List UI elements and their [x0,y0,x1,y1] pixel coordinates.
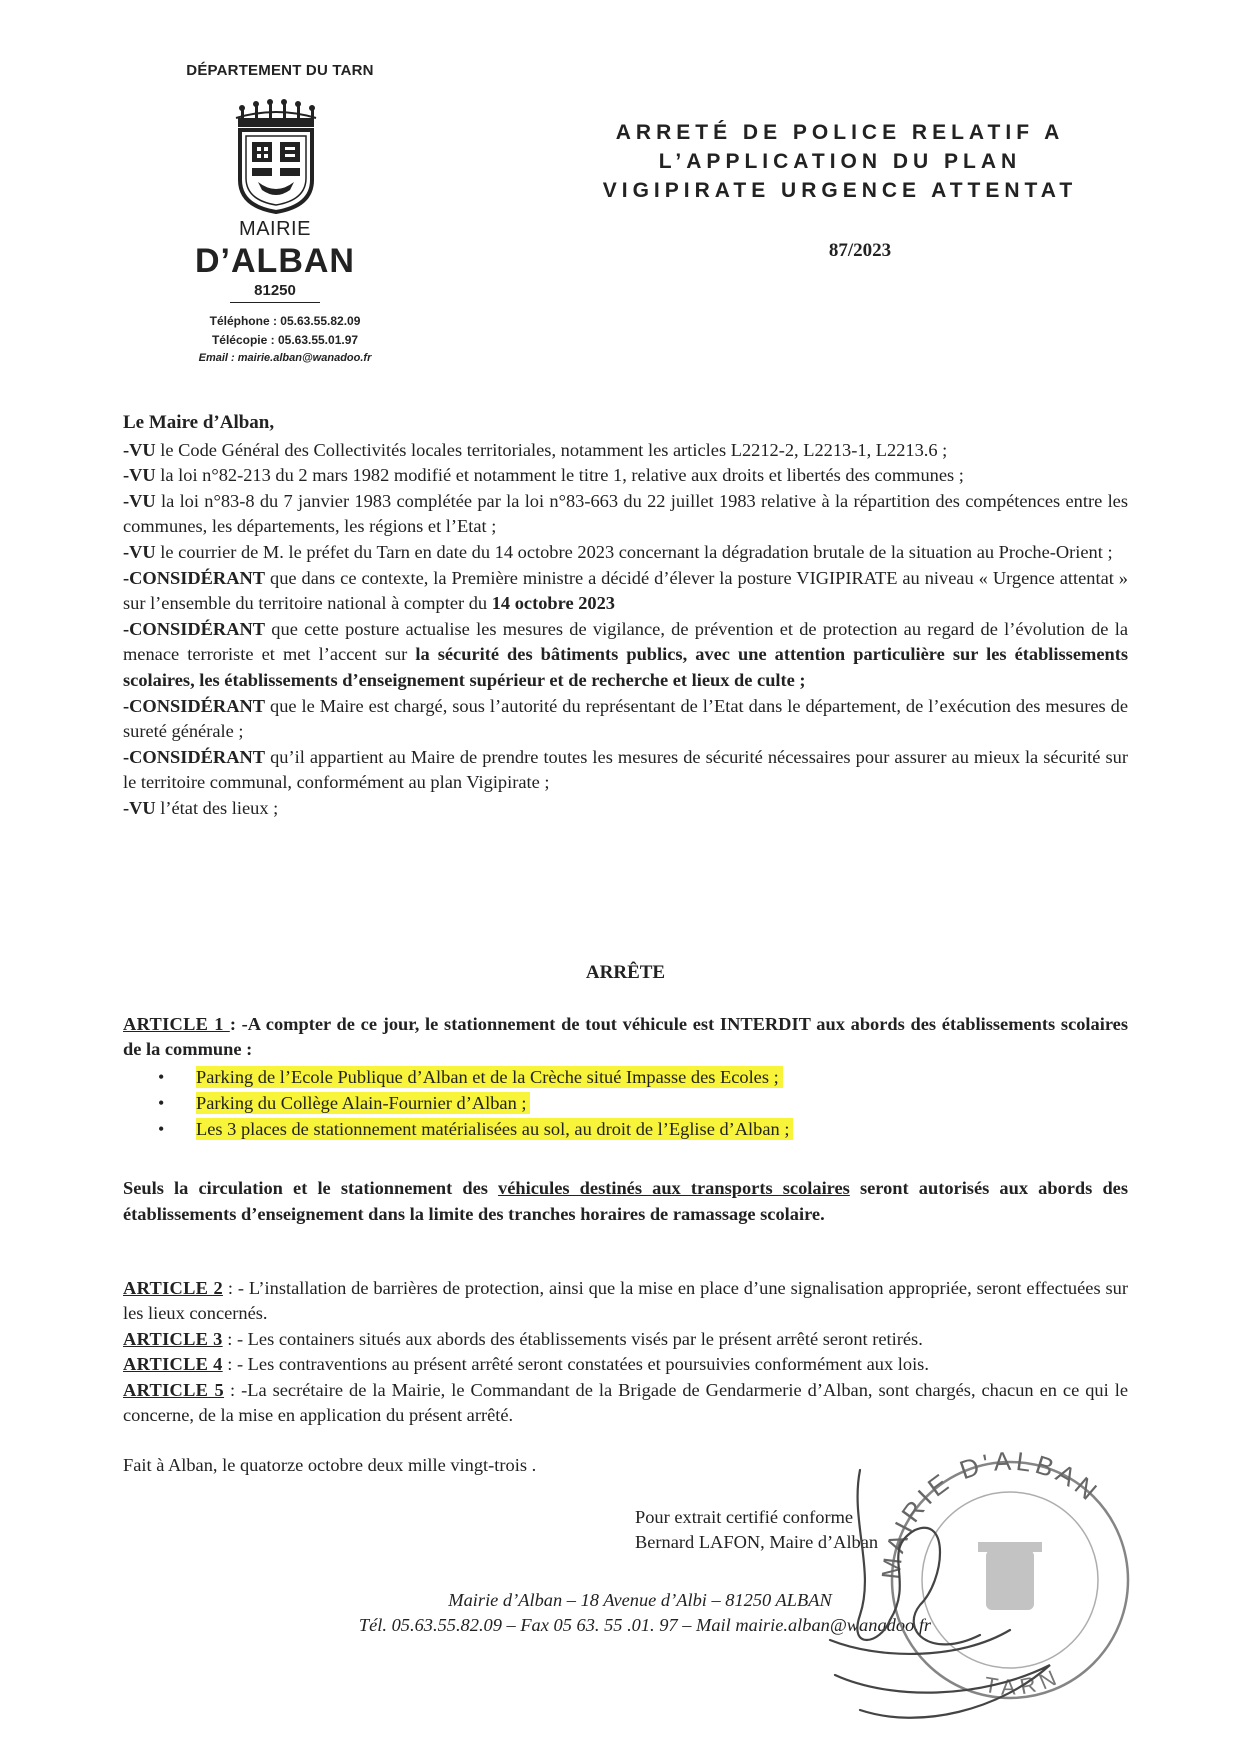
article-paragraph [123,1378,1128,1429]
city-name: D’ALBAN [195,242,355,280]
visa-lead: -VU [123,439,156,460]
visa-text: le courrier de M. le préfet du Tarn en date du 14 octobre 2023 concernant la dégradation brutale de la situation au Proche-Orient ; [155,541,1113,562]
certified-copy: Pour extrait certifié conforme [635,1507,854,1527]
article-text: : - L’installation de barrières de protection, ainsi que la mise en place d’une signalisation appropriée, seront effectuées sur les lieux concernés. [123,1278,1128,1324]
article-label: ARTICLE 4 [123,1354,223,1375]
considerant-lead: -CONSIDÉRANT [123,695,266,716]
decree-title [560,118,1120,205]
parking-list [158,1064,1058,1142]
visa-lead: -VU [123,541,156,562]
official-stamp-and-signature [820,1430,1140,1730]
visa-paragraph [123,796,1128,822]
footer-address: Mairie d’Alban – 18 Avenue d’Albi – 81250 ALBAN [448,1590,832,1610]
considerant-paragraph [123,617,1128,694]
title-line: VIGIPIRATE URGENCE ATTENTAT [602,179,1078,202]
article-paragraph [123,1352,1128,1377]
considerant-text: qu’il appartient au Maire de prendre toutes les mesures de sécurité nécessaires pour assurer au mieux la sécurité sur le territoire communal, conformément au plan Vigipirate ; [123,746,1128,793]
title-line: L’APPLICATION DU PLAN [658,150,1022,173]
visa-paragraph [123,463,1128,489]
considerant-text: que le Maire est chargé, sous l’autorité du représentant de l’Etat dans le département, de l’exécution des mesures de sureté générale ; [123,695,1128,742]
considerant-text: que dans ce contexte, la Première ministre a décidé d’élever la posture VIGIPIRATE au niveau « Urgence attentat » sur l’ensemble du territoire national à compter du [123,567,1128,614]
decree-preamble [123,410,1128,822]
school-transport-notice [123,1176,1128,1227]
postal-code: 81250 [230,282,320,303]
mairie-label: MAIRIE [239,218,311,240]
notice-text: Seuls la circulation et le stationnement des [123,1178,499,1198]
considerant-date: 14 octobre 2023 [491,593,615,614]
telephone: Téléphone : 05.63.55.82.09 [209,314,361,328]
footer-contact: Tél. 05.63.55.82.09 – Fax 05 63. 55 .01. 97 – Mail mairie.alban@wanadoo.fr [358,1615,932,1635]
article-label: ARTICLE 2 [123,1278,223,1298]
considerant-paragraph [123,745,1128,796]
department-name: DÉPARTEMENT DU TARN [186,62,374,79]
considerant-text: que cette posture actualise les mesures de vigilance, de prévention et de protection au regard de l’évolution de la menace terroriste et met l’accent sur [123,618,1128,665]
considerant-emphasis: la sécurité des bâtiments publics, avec une attention particulière sur les établissements scolaires, les établissements d’enseignement supérieur et de recherche et lieux de culte ; [123,644,1128,690]
parking-item-text: Parking du Collège Alain-Fournier d’Alban ; [196,1092,530,1114]
place-and-date: Fait à Alban, le quatorze octobre deux mille vingt-trois . [123,1455,537,1475]
signatory: Bernard LAFON, Maire d’Alban [635,1532,879,1552]
considerant-paragraph [123,694,1128,745]
article-text: : -A compter de ce jour, le stationnement de tout véhicule est INTERDIT aux abords des établissements scolaires de la commune : [123,1014,1128,1059]
visa-lead: -VU [123,490,156,511]
mayor-heading: Le Maire d’Alban, [123,412,275,433]
telecopie: Télécopie : 05.63.55.01.97 [211,333,359,347]
stamp-text-top: MAIRIE D'ALBAN [875,1445,1106,1581]
notice-underlined: véhicules destinés aux transports scolaires [498,1178,850,1198]
considerant-lead: -CONSIDÉRANT [123,746,266,767]
list-item [158,1090,1058,1116]
article-text: : -La secrétaire de la Mairie, le Commandant de la Brigade de Gendarmerie d’Alban, sont chargés, chacun en ce qui le concerne, de la mise en application du présent arrêté. [123,1379,1128,1426]
visa-paragraph [123,438,1128,464]
parking-item-text: Parking de l’Ecole Publique d’Alban et de la Crèche situé Impasse des Ecoles ; [196,1066,783,1088]
email: Email : mairie.alban@wanadoo.fr [198,352,372,364]
article-paragraph [123,1276,1128,1327]
visa-lead: -VU [123,465,156,486]
visa-lead: -VU [123,797,156,818]
article-text: : - Les containers situés aux abords des établissements visés par le présent arrêté seront retirés. [222,1328,923,1349]
list-item [158,1064,1058,1090]
considerant-paragraph [123,566,1128,617]
list-item [158,1116,1058,1142]
visa-paragraph [123,540,1128,566]
title-line: ARRETÉ DE POLICE RELATIF A [615,121,1065,144]
parking-item-text: Les 3 places de stationnement matérialisées au sol, au droit de l’Eglise d’Alban ; [196,1118,793,1140]
articles [123,1276,1128,1428]
article-1 [123,1012,1128,1062]
city-crest-logo [228,96,324,214]
visa-text: l’état des lieux ; [155,797,279,818]
considerant-lead: -CONSIDÉRANT [123,618,266,639]
visa-text: le Code Général des Collectivités locales territoriales, notamment les articles L2212-2, L2213-1, L2213.6 ; [155,439,948,460]
article-text: : - Les contraventions au présent arrêté seront constatées et poursuivies conformément aux lois. [222,1354,929,1375]
article-label: ARTICLE 3 [123,1328,223,1349]
arrete-heading: ARRÊTE [585,962,666,983]
article-label: ARTICLE 5 [123,1379,225,1400]
visa-paragraph [123,489,1128,540]
considerant-lead: -CONSIDÉRANT [123,567,266,588]
article-label: ARTICLE 1 [123,1014,230,1034]
notice-text: seront autorisés aux abords des établissements d’enseignement dans la limite des tranches horaires de ramassage scolaire. [123,1178,1128,1224]
visa-text: la loi n°83-8 du 7 janvier 1983 complétée par la loi n°83-663 du 22 juillet 1983 relative à la répartition des compétences entre les communes, les départements, les régions et l’Etat ; [123,490,1128,537]
decree-number: 87/2023 [828,240,892,261]
stamp-text-bottom: TARN [982,1662,1066,1700]
article-paragraph [123,1327,1128,1352]
visa-text: la loi n°82-213 du 2 mars 1982 modifié et notamment le titre 1, relative aux droits et libertés des communes ; [155,465,964,486]
